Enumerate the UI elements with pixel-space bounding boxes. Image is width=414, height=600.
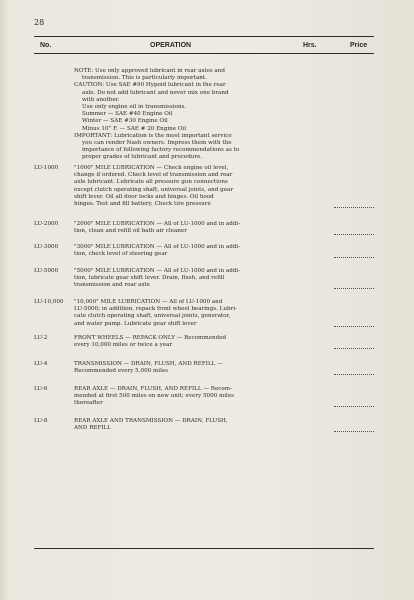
operation-description xyxy=(74,335,332,349)
description-line: LU-5000; in addition, repack front wheel bearings. Lubri- xyxy=(74,306,237,313)
operation-description xyxy=(74,386,332,408)
hours-blank xyxy=(334,257,374,258)
description-line: Recommended every 5,000 miles xyxy=(74,368,169,375)
top-rule xyxy=(34,36,374,37)
description-line: REAR AXLE — DRAIN, FLUSH, AND REFILL — Recom- xyxy=(74,386,232,392)
operation-description xyxy=(74,361,332,375)
hours-blank xyxy=(334,374,374,375)
column-header-operation: OPERATION xyxy=(150,42,192,49)
operation-description xyxy=(74,299,332,328)
description-line: shift lever. Oil all door locks and hinges. Oil hood xyxy=(74,193,214,200)
description-line: change if ordered. Check level of transmission and rear xyxy=(74,172,233,179)
description-line: "3000" MILE LUBRICATION — All of LU-1000 and in addi- xyxy=(74,244,241,250)
note-line: Use only engine oil in transmissions. xyxy=(82,104,187,111)
note-line: importance of following factory recommendations as to xyxy=(82,147,240,154)
note-line: you can render Nash owners. Impress them with the xyxy=(82,140,232,147)
note-line: IMPORTANT: Lubrication is the most important service xyxy=(74,132,232,139)
hours-blank xyxy=(334,234,374,235)
description-line: and water pump. Lubricate gear shift lever xyxy=(74,320,197,327)
description-line: tion, check level of steering gear xyxy=(74,251,168,258)
column-header-no: No. xyxy=(40,42,52,49)
description-line: "10,000" MILE LUBRICATION — All of LU-1000 and xyxy=(74,299,223,305)
description-line: "2000" MILE LUBRICATION — All of LU-1000 and in addi- xyxy=(74,221,241,227)
note-line: Summer — SAE #40 Engine Oil xyxy=(82,111,173,118)
lubrication-notes xyxy=(74,68,332,162)
description-line: thereafter xyxy=(74,400,103,407)
operation-description xyxy=(74,244,332,258)
description-line: axle lubricant. Lubricate all pressure gun connections xyxy=(74,179,228,186)
header-rule xyxy=(34,53,374,54)
operation-number: LU-2 xyxy=(34,335,48,341)
operation-description xyxy=(74,221,332,235)
description-line: except clutch operating shaft, universal joints, and gear xyxy=(74,186,234,193)
description-line: transmission and rear axle xyxy=(74,282,150,289)
operation-number: LU-1000 xyxy=(34,165,59,171)
description-line: tion, clean and refill oil bath air cleaner xyxy=(74,228,187,235)
hours-blank xyxy=(334,348,374,349)
description-line: TRANSMISSION — DRAIN, FLUSH, AND REFILL — xyxy=(74,361,223,367)
operation-number: LU-6 xyxy=(34,386,48,392)
hours-blank xyxy=(334,431,374,432)
note-line: CAUTION: Use SAE #90 Hypoid lubricant in the rear xyxy=(74,82,226,89)
operation-number: LU-8 xyxy=(34,418,48,424)
description-line: cate clutch operating shaft, universal joints, generator, xyxy=(74,313,231,320)
note-line: axle. Do not add lubricant and never mix one brand xyxy=(82,89,229,96)
operation-number: LU-10,000 xyxy=(34,299,64,305)
note-line: NOTE: Use only approved lubricant in rear axles and xyxy=(74,68,225,74)
hours-blank xyxy=(334,406,374,407)
description-line: every 10,000 miles or twice a year xyxy=(74,342,173,349)
description-line: "1000" MILE LUBRICATION — Check engine oil level, xyxy=(74,165,229,171)
description-line: mended at first 500 miles on new unit; every 5000 miles xyxy=(74,393,235,400)
page-number: 28 xyxy=(34,18,45,27)
description-line: hinges. Test and fill battery. Check tire pressure xyxy=(74,201,211,208)
bottom-rule xyxy=(34,548,374,549)
description-line: FRONT WHEELS — REPACK ONLY — Recommended xyxy=(74,335,227,341)
note-line: with another. xyxy=(82,96,120,103)
operation-number: LU-2000 xyxy=(34,221,59,227)
operation-number: LU-4 xyxy=(34,361,48,367)
operation-description xyxy=(74,268,332,290)
operation-number: LU-3000 xyxy=(34,244,59,250)
operation-description xyxy=(74,418,332,432)
operation-description xyxy=(74,165,332,208)
column-header-hrs: Hrs. xyxy=(303,42,317,49)
note-line: Minus 10° F. — SAE # 20 Engine Oil xyxy=(82,125,187,132)
description-line: AND REFILL xyxy=(74,425,112,432)
hours-blank xyxy=(334,326,374,327)
note-line: transmission. This is particularly important. xyxy=(82,75,207,82)
description-line: "5000" MILE LUBRICATION — All of LU-1000 and in addi- xyxy=(74,268,241,274)
column-header-price: Price xyxy=(350,42,368,49)
note-line: proper grades of lubricant and procedure. xyxy=(82,154,203,161)
description-line: REAR AXLE AND TRANSMISSION — DRAIN, FLUSH, xyxy=(74,418,228,424)
note-line: Winter — SAE #30 Engine Oil xyxy=(82,118,168,125)
operation-number: LU-5000 xyxy=(34,268,59,274)
hours-blank xyxy=(334,288,374,289)
hours-blank xyxy=(334,207,374,208)
description-line: tion, lubricate gear shift lever. Drain, flush, and refill xyxy=(74,275,225,282)
